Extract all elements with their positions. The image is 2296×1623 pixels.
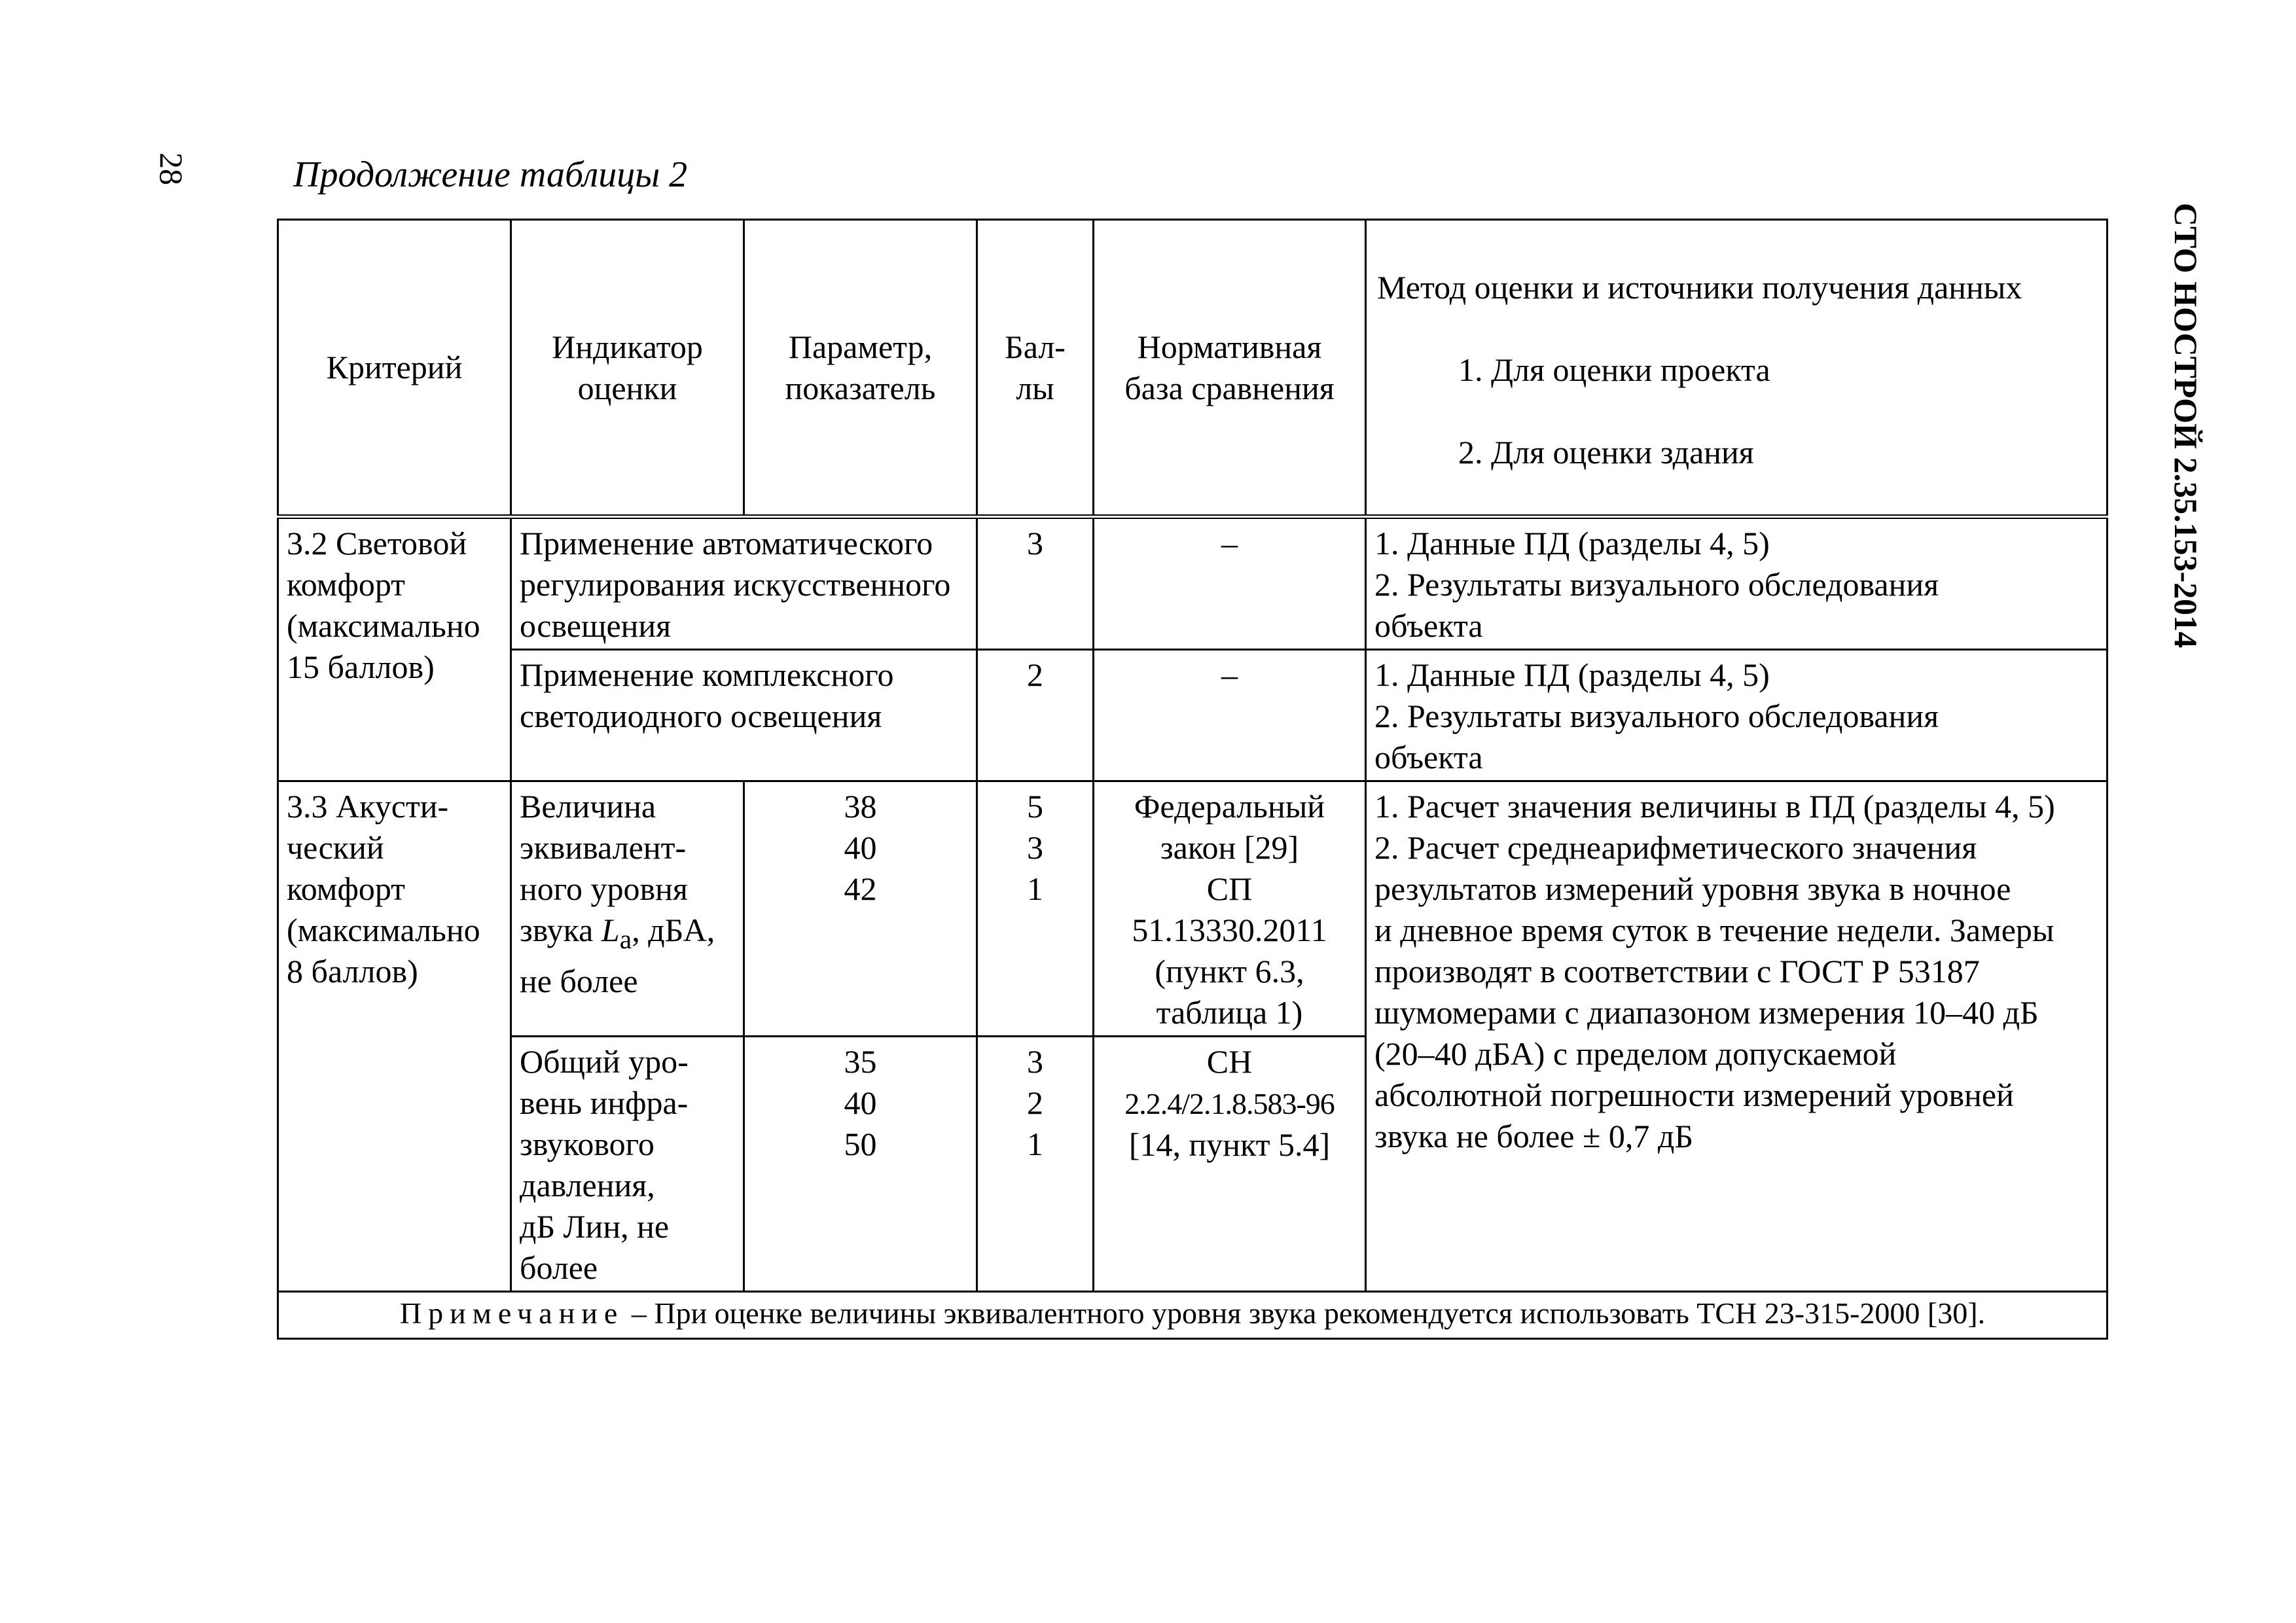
indicator-sound-level-text: Величина эквивалент- ного уровня звука — [520, 788, 688, 948]
criterion-light-comfort: 3.2 Световой комфорт (максимально 15 баллов) — [278, 517, 511, 781]
criterion-acoustic-comfort: 3.3 Акусти- ческий комфорт (максимально 8 баллов) — [278, 781, 511, 1292]
indicator-variable: L — [601, 912, 620, 948]
header-indicator: Индикатор оценки — [511, 220, 744, 517]
indicator-infrasound: Общий уро- вень инфра- звукового давления, дБ Лин, не более — [511, 1037, 744, 1292]
table-note — [278, 1292, 2108, 1339]
points-cell: 3 — [977, 517, 1094, 650]
points-cell: 3 2 1 — [977, 1037, 1094, 1292]
header-method-title: Метод оценки и источники получения данных — [1377, 269, 2022, 306]
method-cell-acoustic: 1. Расчет значения величины в ПД (разделы 4, 5) 2. Расчет среднеарифметического значения результатов измерений уровня звука в ночное и дневное время суток в течение недели. Замеры производят в соответствии с ГОСТ Р 53187 шумомерами с диапазоном измерения 10–40 дБ (20–40 дБА) с пределом допускаемой абсолютной погрешности измерений уровней звука не более ± 0,7 дБ — [1366, 781, 2108, 1292]
header-method-sub2: 2. Для оценки здания — [1458, 434, 1754, 471]
assessment-table — [277, 219, 2108, 1340]
indicator-automatic-lighting: Применение автоматического регулирования искусственного освещения — [511, 517, 977, 650]
points-cell: 2 — [977, 650, 1094, 781]
parameter-cell: 35 40 50 — [744, 1037, 977, 1292]
header-method — [1366, 220, 2108, 517]
document-code: СТО НОСТРОЙ 2.35.153-2014 — [2168, 202, 2204, 649]
table-row-light-led — [278, 650, 2108, 781]
table-note-row — [278, 1292, 2108, 1339]
norm-base-cell: – — [1094, 650, 1366, 781]
indicator-led-lighting: Применение комплексного светодиодного освещения — [511, 650, 977, 781]
method-cell: 1. Данные ПД (разделы 4, 5) 2. Результаты визуального обследования объекта — [1366, 517, 2108, 650]
note-label: Примечание — [399, 1296, 624, 1330]
norm-line: СН — [1206, 1043, 1253, 1080]
page-number: 28 — [153, 152, 190, 185]
norm-line: 2.2.4/2.1.8.583-96 — [1124, 1087, 1335, 1120]
header-criterion: Критерий — [278, 220, 511, 517]
indicator-subscript: a — [619, 925, 632, 955]
points-cell: 5 3 1 — [977, 781, 1094, 1037]
header-points: Бал- лы — [977, 220, 1094, 517]
header-parameter: Параметр, показатель — [744, 220, 977, 517]
norm-base-cell: – — [1094, 517, 1366, 650]
norm-line: [14, пункт 5.4] — [1128, 1126, 1331, 1163]
table-header-row — [278, 220, 2108, 517]
indicator-sound-level — [511, 781, 744, 1037]
norm-base-cell: Федеральный закон [29] СП 51.13330.2011 (пункт 6.3, таблица 1) — [1094, 781, 1366, 1037]
header-method-sub1: 1. Для оценки проекта — [1458, 351, 1770, 388]
header-norm-base: Нормативная база сравнения — [1094, 220, 1366, 517]
table-continuation-caption: Продолжение таблицы 2 — [293, 154, 688, 195]
parameter-cell: 38 40 42 — [744, 781, 977, 1037]
method-cell: 1. Данные ПД (разделы 4, 5) 2. Результаты визуального обследования объекта — [1366, 650, 2108, 781]
indicator-sound-level-unit: , дБА, не более — [520, 912, 715, 999]
note-text: – При оценке величины эквивалентного уровня звука рекомендуется использовать ТСН 23-315-2000 [30]. — [624, 1296, 1986, 1330]
norm-base-cell — [1094, 1037, 1366, 1292]
table-row-sound-level — [278, 781, 2108, 1037]
table-row-light-automatic — [278, 517, 2108, 650]
